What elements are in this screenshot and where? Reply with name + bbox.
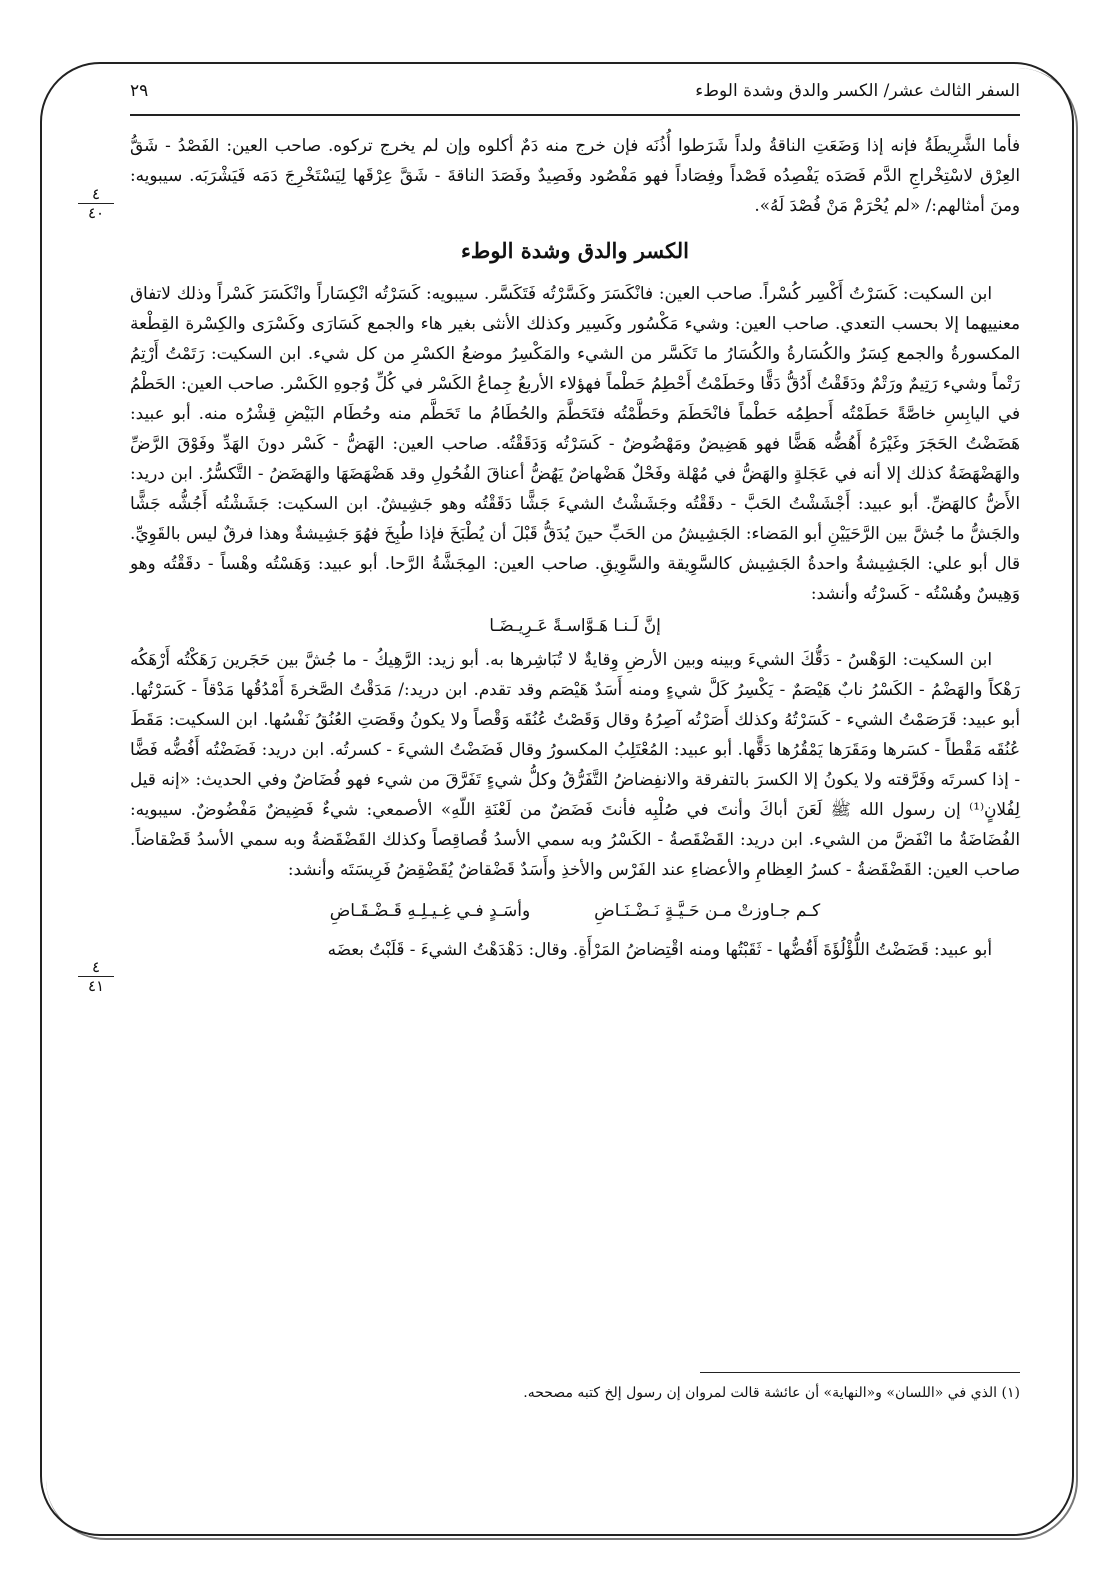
page-body [130, 130, 1020, 964]
footnote-rule [700, 1372, 1020, 1373]
margin-reference: ٤ ٤١ [78, 958, 114, 995]
page-header [130, 76, 1020, 106]
page-number: ٢٩ [130, 81, 149, 101]
verse-hemistich-left: وأسَـدٍ فـي غِـيـلِـهِ قَـضْـقَـاضِ [329, 901, 531, 921]
running-title: السفر الثالث عشر/ الكسر والدق وشدة الوطء [695, 81, 1020, 101]
verse-hemistich-right: كـم جـاوزتْ مـن حَـيَّـةٍ نَـضْـنَـاضِ [594, 901, 821, 921]
section-title: الكسر والدق وشدة الوطء [461, 238, 689, 263]
closing-paragraph: أبو عبيد: قَضَضْتُ اللُّؤْلُؤَةَ أَقُضُّها - ثَقَبْتُها ومنه اقْتِضاضُ المَرْأَةِ. وقال: دَهْدَهْتُ الشيءَ - قَلَبْتُ بعضَه [327, 939, 992, 959]
verse-line: إنَّ لَـنـا هَـوَّاسـةً عَـرِيـضَـا [489, 615, 661, 635]
footnote: (١) الذي في «اللسان» و«النهاية» أن عائشة قالت لمروان إن رسول إلخ كتبه مصححه. [523, 1385, 1020, 1401]
margin-reference: ٤ ٤٠ [78, 185, 114, 222]
paragraph: ابن السكيت: كَسَرْتُ أَكْسِر كُسْراً. صاحب العين: فانْكَسَرَ وكَسَّرْتُه فَتَكَسَّر. سيبويه: كَسَرْتُه انْكِسَاراً وانْكَسَرَ كَسْراً وذلك لاتفاق معنييهما إلا بحسب التعدي. صاحب العين: وشيء مَكْسُور وكَسِير وكذلك الأنثى بغير هاء والجمع كَسَارَى وكَسْرَى والكِسْرة القِطْعة المكسورةُ والجمع كِسَرٌ والكُسَارةُ والكُسَارُ ما تَكَسَّر من الشيء والمَكْسِرُ موضعُ الكسْرِ من كل شيء. ابن السكيت: رَتَمْتُ أَرْتِمُ رَتْماً وشيء رَتِيمٌ ورَتْمٌ ودَقَقْتُ أَدُقُّ دَقًّا وحَطَمْتُ أَحْطِمُ حَطْماً فهؤلاء الأربعُ جِماعُ الكَسْر في كُلِّ وُجوهِ الكَسْر. صاحب العين: الحَطْمُ في اليابِسِ خاصَّةً حَطَمْتُه أَحطِمُه حَطْماً فانْحَطَمَ وحَطَّمْتُه فتَحَطَّمَ والحُطَامُ ما تَحَطَّم منه وحُطَام البَيْضِ قِشْرُه منه. أبو عبيد: هَضَضْتُ الحَجَرَ وغَيْرَهُ أَهُضُّه هَضًّا فهو هَضِيضٌ ومَهْضُوضٌ - كَسَرْتُه وَدَقَقْتُه. صاحب العين: الهَضُّ - كَسْر دونَ الهَدِّ وفَوْقَ الرَّضِّ والهَضْهَضَةُ كذلك إلا أنه في عَجَلةٍ والهَضُّ في مُهْلة وفَحْلٌ هَضْهاضٌ يَهُضُّ أعناقَ الفُحُولِ وقد هَضْهَضَهَا والهَضَضُ - التَّكسُّرُ. ابن دريد: الأَضُّ كالهَضِّ. أبو عبيد: أَجْشَشْتُ الحَبَّ - دقَقْتُه وجَشَشْتُ الشيءَ جَشًّا دَقَقْتُه وهو جَشِيشٌ. ابن السكيت: جَشَشْتُه أَجُشُّه جَشًّا والجَشُّ ما جُشَّ بين الرَّحَيَيْنِ أبو المَضاء: الجَشِيشُ من الحَبِّ حينَ يُدَقُّ قَبْلَ أن يُطْبَخَ فإذا طُبِخَ فهُوَ جَشِيشةٌ وهذا فرقٌ ليس بالقَوِيِّ. قال أبو علي: الجَشِيشةُ واحدةُ الجَشِيش كالسَّوِيقة والسَّوِيقِ. صاحب العين: المِجَشَّةُ الرَّحا. أبو عبيد: وَهَسْتُه وهْساً - دقَقْتُه وهو وَهِيسٌ وهُسْتُه - كَسرْتُه وأنشد: [130, 283, 1020, 603]
intro-paragraph: فأما الشَّرِيطَةُ فإنه إذا وَضَعَتِ الناقةُ ولداً شَرَطوا أُذُنَه فإن خرج منه دَمٌ أكلوه وإن لم يخرج تركوه. صاحب العين: الفَصْدُ - شَقُّ العِرْق لاسْتِخْراجِ الدَّم فَصَدَه يَفْصِدُه فَصْداً وفِصَاداً فهو مَفْصُود وفَصِيدٌ وفَصَدَ الناقةَ - شَقَّ عِرْقَها لِيَسْتَخْرِجَ دَمَه فَيَشْرَبَه. سيبويه: ومنَ أمثالهم:/ «لم يُحْرَمْ مَنْ فُصْدَ لَهُ». [130, 135, 1020, 215]
verse-couplet [130, 896, 1020, 926]
header-rule [130, 114, 1020, 116]
paragraph: ابن السكيت: الوَهْسُ - دَقُّكَ الشيءَ وبينه وبين الأرضِ وِقايةٌ لا تُبَاشِرها به. أبو زيد: الرَّهِيكُ - ما جُشَّ بين حَجَرين رَهَكْتُه أَرْهَكُه رَهْكاً والهَضْمُ - الكَسْرُ نابٌ هَيْصَمٌ - يَكْسِرُ كَلَّ شيءٍ ومنه أَسَدٌ هَيْصَم وقد تقدم. ابن دريد:/ مَدَقْتُ الصَّخرةَ أَمْدُقُها مَدْقاً - كَسَرْتُها. أبو عبيد: قَرَصَمْتُ الشيء - كَسَرْتُهُ وكذلك أَصَرْتُه آصِرُهُ وقال وَقَصْتُ عُنُقَه وَقْصاً ولا يكونُ وقَصَتِ العُنُقُ نَفْسُها. ابن السكيت: مَقَطَ عُنُقَه مَقْطاً - كسَرها ومَقَرَها يَمْقُرُها دَقًّها. أبو عبيد: المُعْتَلِبُ المكسورُ وقال فَضَضْتُ الشيءَ - كسرتُه. ابن دريد: فَضَضْتُه أَفُضُّه فَضًّا - إذا كسرتَه وفَرَّقته ولا يكونُ إلا الكسرَ بالتفرقة والانفِضاضُ التَّفَرُّقُ وكلُّ شيءٍ تَفَرَّقَ من شيء فهو فُضَاضٌ وفي الحديث: «إنه قيل لِفُلانٍ⁽¹⁾ إن رسول الله ﷺ لَعَنَ أباكَ وأنتَ في صُلْبِه فأنتَ فَضَضٌ من لَعْنَةِ اللّهِ» الأصمعي: شيءٌ فَضِيضٌ مَفْضُوضٌ. سيبويه: الفُضَاضَةُ ما انْفَضَّ من الشيء. ابن دريد: القَضْقَصةُ - الكَسْرُ وبه سمي الأسدُ قُصاقِصاً وكذلك القَضْقَضةُ وبه سمي الأسدُ قَضْقاضاً. صاحب العين: القَضْقَضةُ - كسرُ العِظامِ والأعضاءِ عند الفَرْس والأخذِ وأَسَدٌ قَضْقاضٌ يُقَضْقِضُ فَرِيسَتَه وأنشد: [130, 649, 1020, 879]
